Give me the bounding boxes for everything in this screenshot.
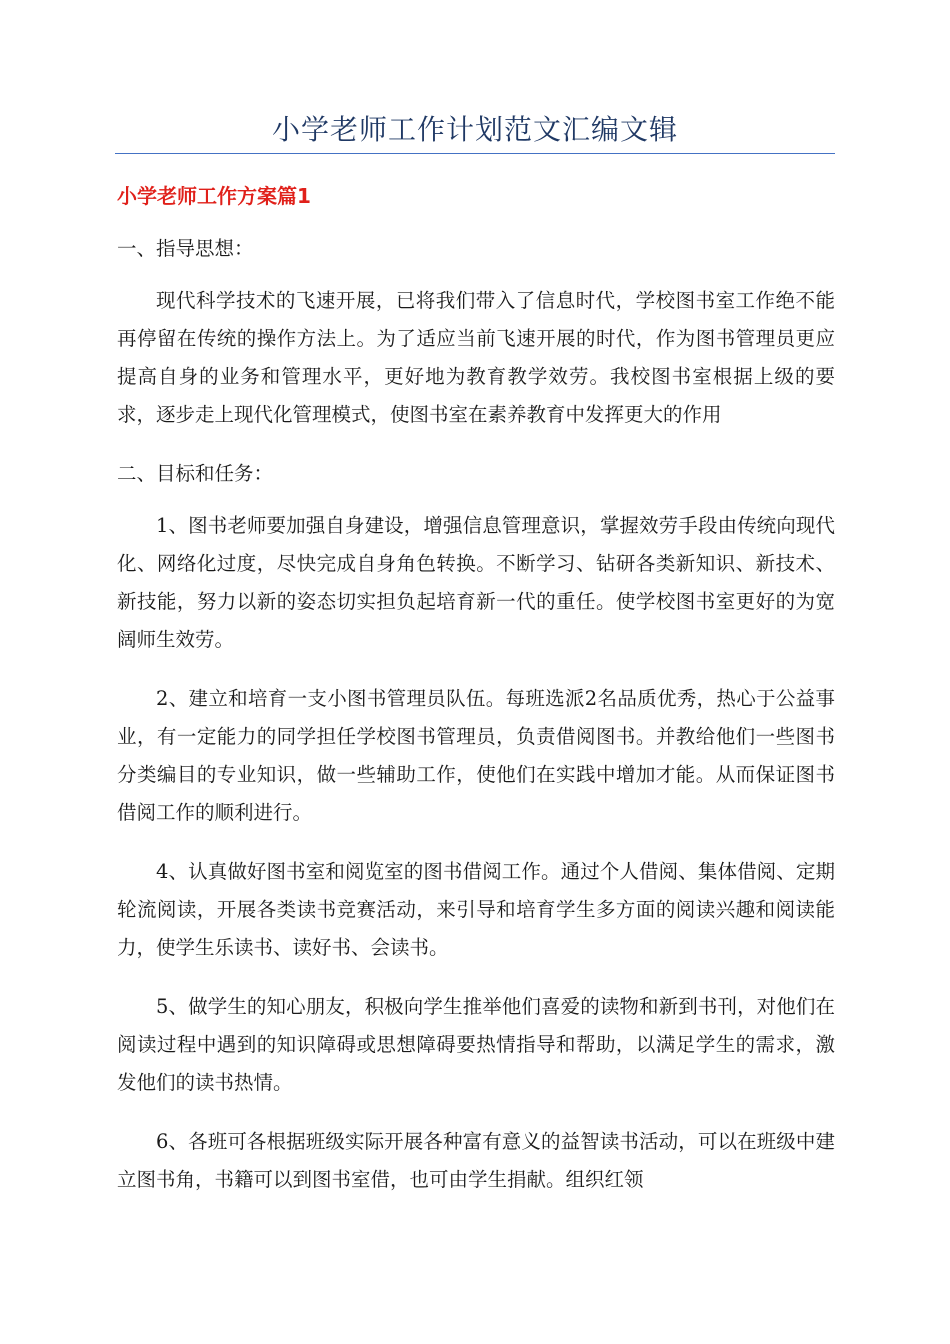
paragraph-item-5: 5、做学生的知心朋友，积极向学生推举他们喜爱的读物和新到书刊，对他们在阅读过程中遇到的知识障碍或思想障碍要热情指导和帮助，以满足学生的需求，激发他们的读书热情。 <box>117 995 835 1094</box>
paragraph-item-4: 4、认真做好图书室和阅览室的图书借阅工作。通过个人借阅、集体借阅、定期轮流阅读，开展各类读书竞赛活动，来引导和培育学生多方面的阅读兴趣和阅读能力，使学生乐读书、读好书、会读书。 <box>117 860 835 959</box>
paragraph-item-2: 2、建立和培育一支小图书管理员队伍。每班选派2名品质优秀，热心于公益事业，有一定能力的同学担任学校图书管理员，负责借阅图书。并教给他们一些图书分类编目的专业知识，做一些辅助工作，使他们在实践中增加才能。从而保证图书借阅工作的顺利进行。 <box>117 687 835 824</box>
document-title: 小学老师工作计划范文汇编文辑 <box>271 113 678 146</box>
heading-goals-tasks: 二、目标和任务： <box>117 462 274 485</box>
document-body <box>117 230 835 1220</box>
title-underline <box>115 153 835 154</box>
section-heading: 小学老师工作方案篇1 <box>117 184 311 208</box>
paragraph-item-6: 6、各班可各根据班级实际开展各种富有意义的益智读书活动，可以在班级中建立图书角，书籍可以到图书室借，也可由学生捐献。组织红领 <box>117 1130 835 1191</box>
paragraph-item-1: 1、图书老师要加强自身建设，增强信息管理意识，掌握效劳手段由传统向现代化、网络化过度，尽快完成自身角色转换。不断学习、钻研各类新知识、新技术、新技能，努力以新的姿态切实担负起培育新一代的重任。使学校图书室更好的为宽阔师生效劳。 <box>117 514 835 651</box>
paragraph-guiding-thought: 现代科学技术的飞速开展，已将我们带入了信息时代，学校图书室工作绝不能再停留在传统的操作方法上。为了适应当前飞速开展的时代，作为图书管理员更应提高自身的业务和管理水平，更好地为教育教学效劳。我校图书室根据上级的要求，逐步走上现代化管理模式，使图书室在素养教育中发挥更大的作用 <box>117 289 835 426</box>
heading-guiding-thought: 一、指导思想： <box>117 237 254 260</box>
